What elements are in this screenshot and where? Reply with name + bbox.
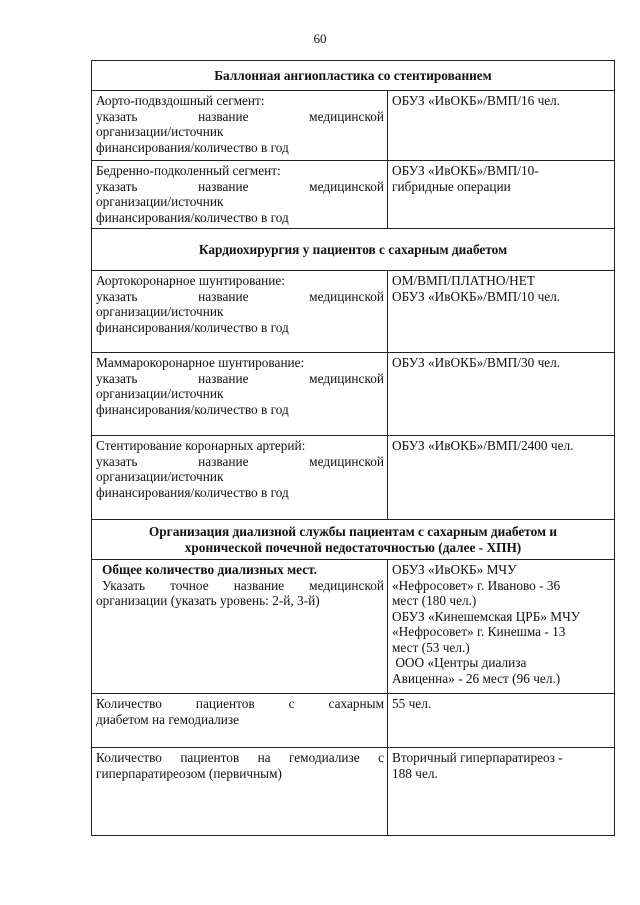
row-value: ОБУЗ «ИвОКБ»/ВМП/10 чел. <box>392 288 561 304</box>
row-label-cell <box>92 161 388 229</box>
row-label-cell <box>92 91 388 161</box>
row-label: Стентирование коронарных артерий: <box>96 438 306 453</box>
row-desc: указать название медицинской <box>96 453 384 469</box>
row-label: Аорто-подвздошный сегмент: <box>96 93 265 108</box>
row-value: 55 чел. <box>392 696 432 711</box>
row-label-cell <box>92 436 388 520</box>
row-label: Бедренно-подколенный сегмент: <box>96 163 281 178</box>
row-label: Количество пациентов на гемодиализе с <box>96 750 384 765</box>
section-title: Баллонная ангиопластика со стентированием <box>92 61 615 91</box>
row-value: Вторичный гиперпаратиреоз - <box>392 750 563 765</box>
row-value: «Нефросовет» г. Иваново - 36 <box>392 577 561 593</box>
row-desc: указать название медицинской <box>96 288 384 304</box>
row-value: гибридные операции <box>392 178 511 194</box>
row-desc: организации/источник <box>96 194 224 209</box>
row-value-cell <box>388 560 615 694</box>
row-label: гиперпаратиреозом (первичным) <box>96 765 282 781</box>
row-label-cell <box>92 353 388 436</box>
section-title: Кардиохирургия у пациентов с сахарным диабетом <box>92 229 615 271</box>
row-value: ОБУЗ «ИвОКБ» МЧУ <box>392 562 517 577</box>
row-value: Авиценна» - 26 мест (96 чел.) <box>392 670 561 686</box>
table-row <box>92 271 615 353</box>
row-value: «Нефросовет» г. Кинешма - 13 <box>392 624 566 639</box>
table-row <box>92 694 615 748</box>
row-value-cell <box>388 694 615 748</box>
row-desc: Указать точное название медицинской <box>102 577 384 593</box>
row-desc: финансирования/количество в год <box>96 319 289 335</box>
row-desc: организации/источник <box>96 386 224 401</box>
section-title-line: Организация диализной службы пациентам с сахарным диабетом и <box>148 524 558 539</box>
row-value-cell <box>388 436 615 520</box>
row-label: Общее количество диализных мест. <box>102 562 317 577</box>
page-number: 60 <box>313 31 327 46</box>
table-row <box>92 560 615 694</box>
row-desc: организации (указать уровень: 2-й, 3-й) <box>96 593 320 608</box>
row-value-cell <box>388 748 615 836</box>
row-value: ОБУЗ «ИвОКБ»/ВМП/10- <box>392 163 539 178</box>
row-value-cell <box>388 271 615 353</box>
row-desc: указать название медицинской <box>96 370 384 386</box>
row-value-cell <box>388 161 615 229</box>
row-desc: указать название медицинской <box>96 108 384 124</box>
row-value-cell <box>388 353 615 436</box>
row-value: ООО «Центры диализа <box>392 655 527 670</box>
row-desc: указать название медицинской <box>96 178 384 194</box>
section-header-cardiosurgery <box>92 229 615 271</box>
table-row <box>92 436 615 520</box>
row-value: ОМ/ВМП/ПЛАТНО/НЕТ <box>392 273 536 288</box>
row-desc: финансирования/количество в год <box>96 401 289 417</box>
row-desc: финансирования/количество в год <box>96 139 289 155</box>
section-title <box>92 520 615 560</box>
table-row <box>92 161 615 229</box>
row-label: Маммарокоронарное шунтирование: <box>96 355 305 370</box>
row-value: мест (180 чел.) <box>392 593 477 608</box>
row-value: ОБУЗ «ИвОКБ»/ВМП/30 чел. <box>392 355 561 370</box>
row-desc: организации/источник <box>96 304 224 319</box>
row-value: мест (53 чел.) <box>392 639 470 655</box>
row-value: ОБУЗ «ИвОКБ»/ВМП/2400 чел. <box>392 438 574 453</box>
row-desc: организации/источник <box>96 469 224 484</box>
row-desc: финансирования/количество в год <box>96 209 289 225</box>
row-desc: финансирования/количество в год <box>96 484 289 500</box>
row-label-cell <box>92 748 388 836</box>
row-value: ОБУЗ «ИвОКБ»/ВМП/16 чел. <box>392 93 561 108</box>
row-value-cell <box>388 91 615 161</box>
table-row <box>92 748 615 836</box>
row-desc: организации/источник <box>96 124 224 139</box>
section-header-angioplasty <box>92 61 615 91</box>
table-row <box>92 91 615 161</box>
row-value: 188 чел. <box>392 765 438 781</box>
row-label-cell <box>92 694 388 748</box>
row-label: Количество пациентов с сахарным <box>96 696 384 711</box>
row-label-cell <box>92 271 388 353</box>
row-label: Аортокоронарное шунтирование: <box>96 273 285 288</box>
row-label-cell <box>92 560 388 694</box>
row-label: диабетом на гемодиализе <box>96 711 240 727</box>
medical-info-table <box>91 60 615 836</box>
section-title-line: хронической почечной недостаточностью (далее - ХПН) <box>184 539 522 555</box>
table-row <box>92 353 615 436</box>
row-value: ОБУЗ «Кинешемская ЦРБ» МЧУ <box>392 608 581 624</box>
section-header-dialysis <box>92 520 615 560</box>
